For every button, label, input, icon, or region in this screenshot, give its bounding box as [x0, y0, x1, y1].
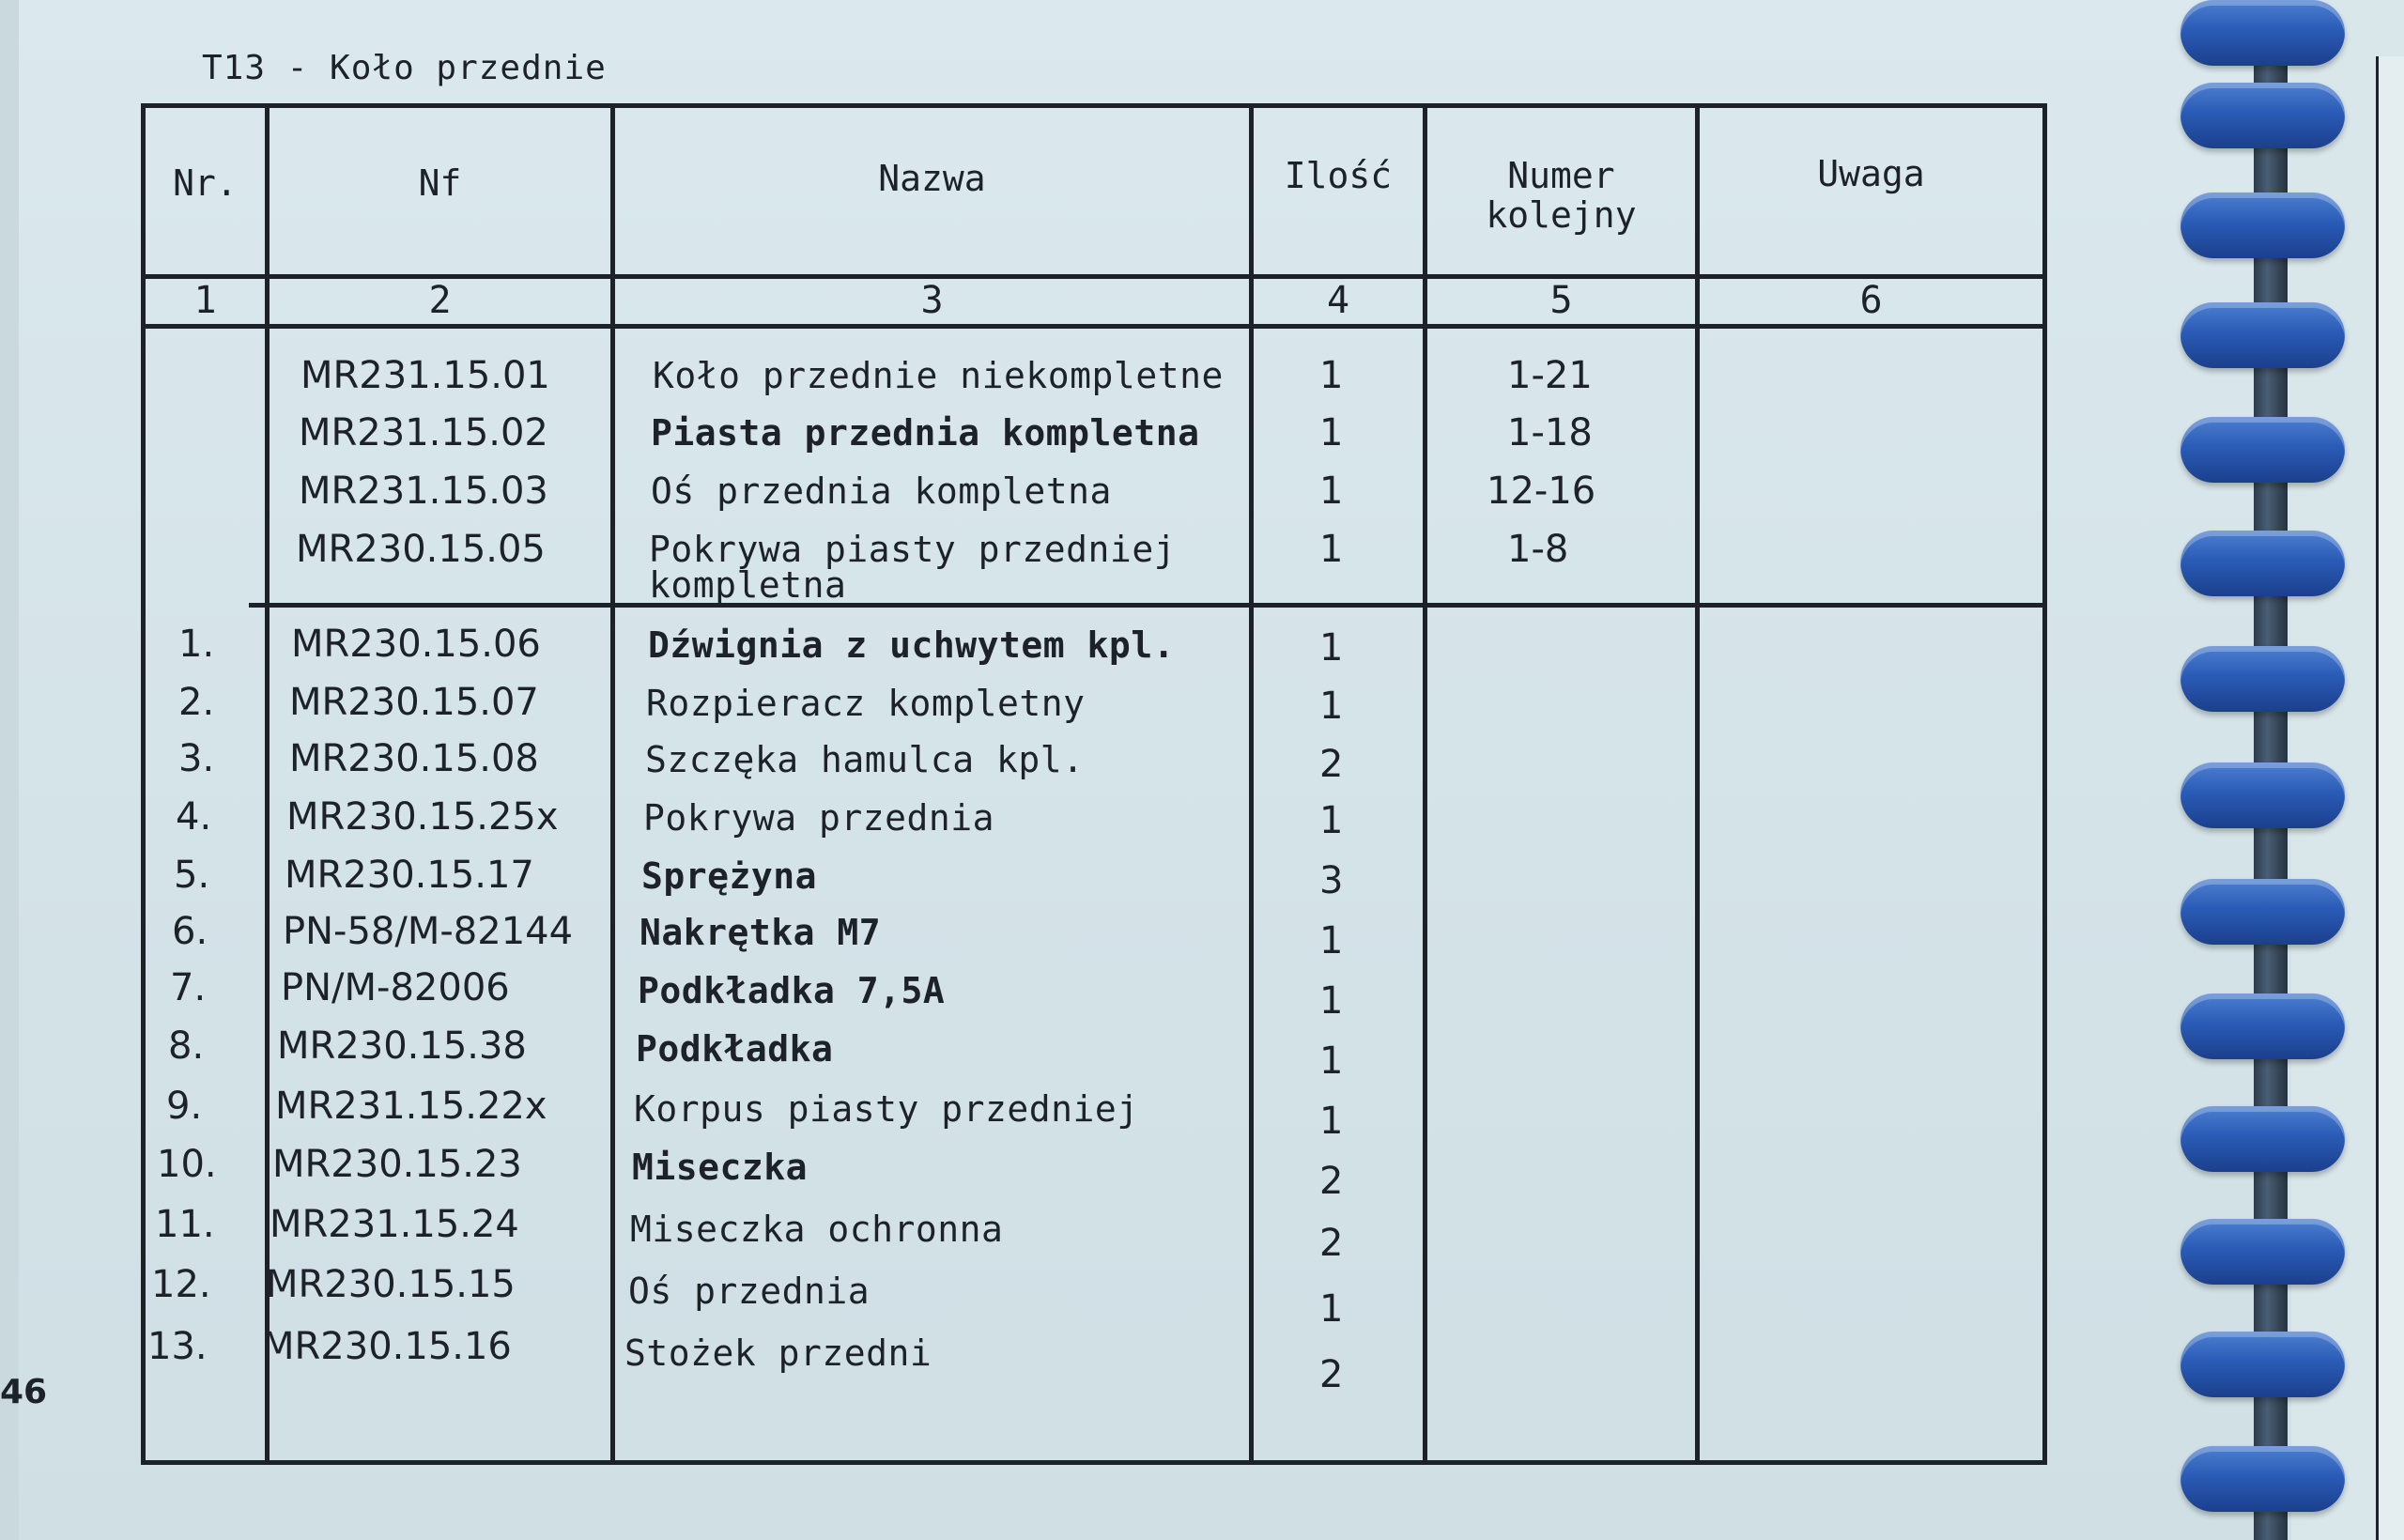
- page-title: T13 - Koło przednie: [202, 49, 607, 87]
- part-qty: 2: [1319, 1222, 1344, 1265]
- header-nf: Nf: [418, 162, 462, 204]
- page-left-edge: [0, 0, 19, 1540]
- part-nf: MR231.15.24: [270, 1203, 519, 1246]
- header-kolejny: kolejny: [1486, 194, 1637, 236]
- part-qty: 1: [1319, 685, 1344, 728]
- colnum-2: 2: [428, 279, 452, 322]
- part-name: Szczęka hamulca kpl.: [645, 739, 1085, 780]
- assembly-seq: 12-16: [1487, 470, 1596, 513]
- assemblies-bottom-line: [249, 603, 2042, 608]
- part-qty: 1: [1319, 1100, 1344, 1143]
- binding-ring: [2181, 302, 2345, 368]
- part-name: Sprężyna: [641, 855, 818, 897]
- part-name: Nakrętka M7: [640, 912, 882, 953]
- part-nr: 7.: [170, 966, 207, 1009]
- assembly-nf: MR231.15.02: [299, 411, 548, 454]
- assembly-nf: MR230.15.05: [296, 528, 546, 571]
- part-name: Rozpieracz kompletny: [646, 683, 1086, 724]
- part-nf: MR230.15.15: [266, 1263, 516, 1306]
- part-nr: 13.: [147, 1325, 208, 1368]
- binding-ring: [2181, 1106, 2345, 1172]
- part-qty: 2: [1319, 1160, 1344, 1203]
- header-nazwa: Nazwa: [878, 158, 986, 199]
- part-nf: MR230.15.06: [291, 623, 541, 666]
- binding-ring: [2181, 0, 2345, 66]
- assembly-seq: 1-18: [1507, 411, 1593, 454]
- part-nr: 4.: [176, 795, 212, 839]
- part-nf: MR230.15.23: [272, 1143, 522, 1186]
- part-nr: 2.: [178, 681, 215, 724]
- binding-ring: [2181, 879, 2345, 945]
- header-numer: Numer: [1507, 155, 1615, 196]
- binding-ring: [2181, 417, 2345, 483]
- part-name: Miseczka: [632, 1147, 809, 1188]
- part-nf: PN/M-82006: [281, 966, 510, 1009]
- page-number: 46: [0, 1373, 48, 1411]
- part-qty: 1: [1319, 1287, 1344, 1331]
- part-nr: 11.: [155, 1203, 215, 1246]
- colnum-bottom-line: [146, 324, 2042, 329]
- assembly-seq: 1-21: [1507, 354, 1593, 397]
- assembly-qty: 1: [1319, 528, 1344, 571]
- part-nf: MR230.15.38: [277, 1024, 527, 1068]
- part-nf: MR230.15.16: [262, 1325, 512, 1368]
- part-nr: 10.: [157, 1143, 217, 1186]
- colnum-4: 4: [1326, 279, 1350, 322]
- part-name: Miseczka ochronna: [630, 1209, 1004, 1250]
- part-nf: MR231.15.22x: [275, 1085, 547, 1128]
- part-name: Podkładka: [636, 1028, 834, 1070]
- binding-ring: [2181, 192, 2345, 258]
- part-nf: MR230.15.08: [289, 737, 539, 780]
- part-name: Oś przednia: [628, 1270, 871, 1312]
- colnum-3: 3: [920, 279, 944, 322]
- part-name: Dźwignia z uchwytem kpl.: [648, 624, 1176, 666]
- part-name: Stożek przedni: [624, 1332, 932, 1374]
- part-qty: 1: [1319, 919, 1344, 962]
- spiral-binding: [2169, 0, 2404, 1540]
- binding-ring: [2181, 83, 2345, 148]
- colnum-1: 1: [193, 279, 217, 322]
- part-name: Podkładka 7,5A: [638, 970, 946, 1011]
- part-nr: 9.: [166, 1085, 203, 1128]
- colnum-6: 6: [1859, 279, 1883, 322]
- part-name: Pokrywa przednia: [643, 797, 995, 839]
- part-nr: 1.: [178, 623, 215, 666]
- binding-ring: [2181, 762, 2345, 828]
- assembly-name: Koło przednie niekompletne: [653, 355, 1224, 396]
- part-nf: PN-58/M-82144: [283, 910, 574, 953]
- assembly-qty: 1: [1319, 354, 1344, 397]
- header-ilosc: Ilość: [1284, 155, 1393, 196]
- part-nf: MR230.15.25x: [286, 795, 559, 839]
- part-nr: 12.: [151, 1263, 211, 1306]
- assembly-name: Oś przednia kompletna: [651, 470, 1112, 512]
- assembly-qty: 1: [1319, 470, 1344, 513]
- assembly-qty: 1: [1319, 411, 1344, 454]
- part-qty: 2: [1319, 743, 1344, 786]
- assembly-name-cont: kompletna: [649, 564, 847, 606]
- part-qty: 2: [1319, 1353, 1344, 1396]
- part-qty: 1: [1319, 799, 1344, 842]
- binding-ring: [2181, 1332, 2345, 1397]
- part-nf: MR230.15.17: [285, 854, 534, 897]
- binding-ring: [2181, 531, 2345, 596]
- part-nr: 6.: [172, 910, 208, 953]
- part-nr: 8.: [168, 1024, 205, 1068]
- part-qty: 1: [1319, 979, 1344, 1023]
- binding-ring: [2181, 646, 2345, 712]
- assembly-nf: MR231.15.01: [300, 354, 550, 397]
- assembly-seq: 1-8: [1507, 528, 1569, 571]
- colnum-5: 5: [1549, 279, 1573, 322]
- header-uwaga: Uwaga: [1817, 153, 1925, 194]
- part-qty: 1: [1319, 1040, 1344, 1083]
- part-nf: MR230.15.07: [289, 681, 539, 724]
- part-qty: 1: [1319, 626, 1344, 670]
- part-name: Korpus piasty przedniej: [634, 1088, 1139, 1130]
- parts-table: [141, 103, 2047, 1465]
- assembly-nf: MR231.15.03: [299, 470, 548, 513]
- binding-ring: [2181, 1219, 2345, 1285]
- part-qty: 3: [1319, 859, 1344, 902]
- header-nr: Nr.: [173, 162, 238, 204]
- assembly-name: Piasta przednia kompletna: [651, 412, 1200, 454]
- assembly-name: Pokrywa piasty przedniej: [649, 529, 1177, 570]
- binding-ring: [2181, 993, 2345, 1059]
- binding-ring: [2181, 1446, 2345, 1512]
- part-nr: 3.: [178, 737, 215, 780]
- part-nr: 5.: [174, 854, 210, 897]
